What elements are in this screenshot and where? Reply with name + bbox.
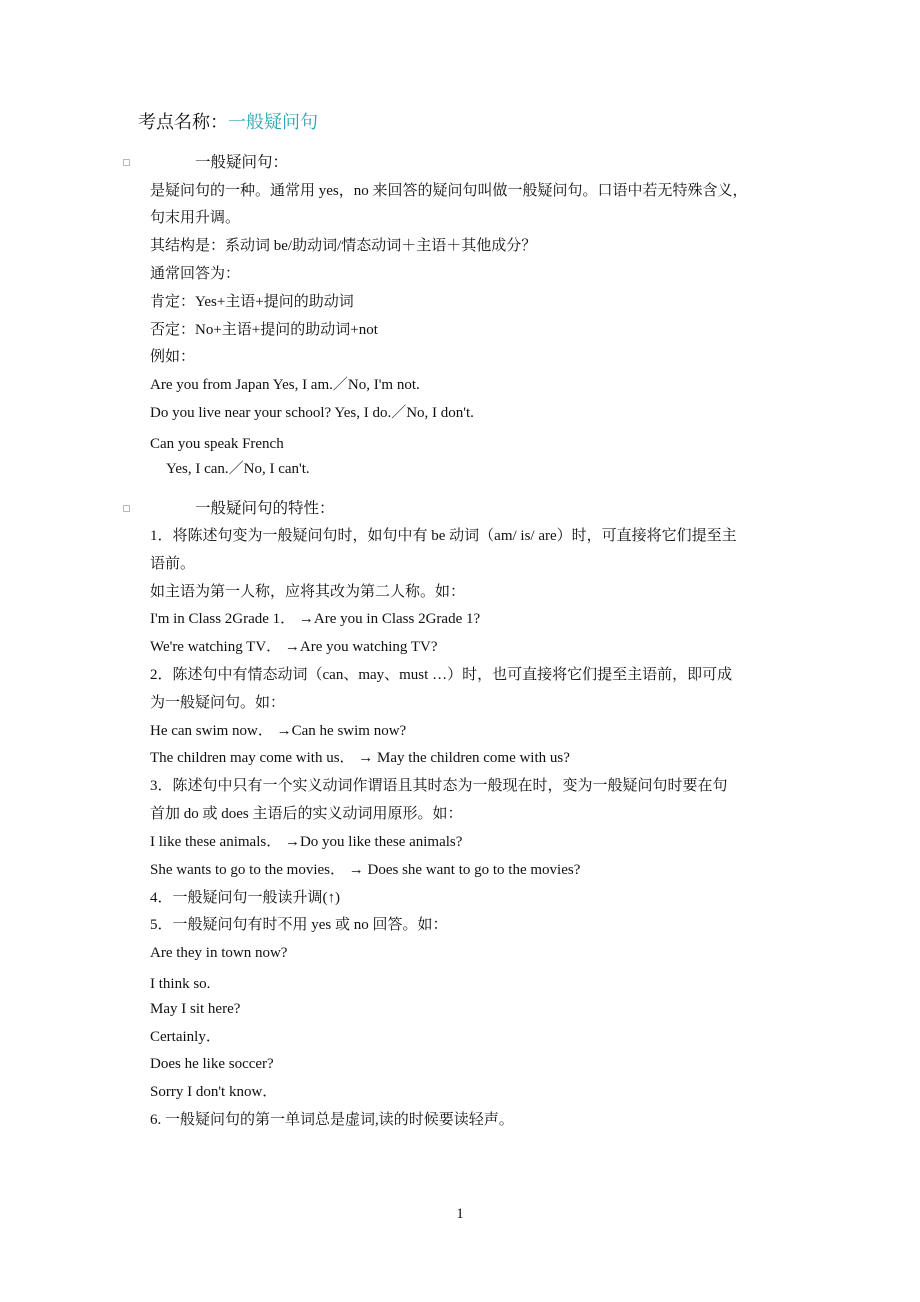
example-line: May I sit here? [150,1001,241,1017]
title-topic: 一般疑问句 [228,112,318,133]
text-line: 是疑问句的一种。通常用 yes，no 来回答的疑问句叫做一般疑问句。口语中若无特殊含义， [150,183,748,199]
page-number: 1 [456,1206,464,1222]
example-line: Yes, I can.／No, I can't. [166,461,310,477]
example-line: Do you live near your school? Yes, I do.／No, I don't. [150,405,474,421]
example-line: I'm in Class 2Grade 1． →Are you in Class 2Grade 1? [150,611,481,627]
example-line: I like these animals． →Do you like these animals? [150,834,463,850]
bullet-marker-icon [123,159,130,166]
text-line: 1．将陈述句变为一般疑问句时，如句中有 be 动词（am/ is/ are）时，可直接将它们提至主 [150,528,737,544]
text-line: 3．陈述句中只有一个实义动词作谓语且其时态为一般现在时，变为一般疑问句时要在句 [150,778,728,794]
example-line: She wants to go to the movies． → Does she want to go to the movies? [150,862,581,878]
text-line: 通常回答为： [150,266,241,282]
text-line: 4．一般疑问句一般读升调(↑) [150,890,340,906]
bullet-marker-icon [123,505,130,512]
example-line: I think so. [150,976,211,992]
example-line: The children may come with us． → May the children come with us? [150,750,570,766]
example-line: Sorry I don't know． [150,1084,278,1100]
text-line: 如主语为第一人称，应将其改为第二人称。如： [150,584,466,600]
text-line: 例如： [150,349,196,365]
title-label: 考点名称： [138,112,228,133]
example-line: We're watching TV． →Are you watching TV? [150,639,438,655]
section-heading: 一般疑问句： [195,153,289,171]
example-line: Are you from Japan Yes, I am.／No, I'm not. [150,377,420,393]
text-line: 肯定：Yes+主语+提问的助动词 [150,294,354,310]
text-line: 5．一般疑问句有时不用 yes 或 no 回答。如： [150,917,448,933]
text-line: 为一般疑问句。如： [150,695,286,711]
example-line: Does he like soccer? [150,1056,274,1072]
text-line: 首加 do 或 does 主语后的实义动词用原形。如： [150,806,463,822]
page-title [138,110,318,136]
example-line: Certainly． [150,1029,221,1045]
text-line: 否定：No+主语+提问的助动词+not [150,322,378,338]
text-line: 2．陈述句中有情态动词（can、may、must …）时，也可直接将它们提至主语前，即可成 [150,667,733,683]
example-line: Can you speak French [150,436,284,452]
section-heading: 一般疑问句的特性： [195,499,335,517]
text-line: 语前。 [150,556,196,572]
text-line: 句末用升调。 [150,210,241,226]
example-line: He can swim now． →Can he swim now? [150,723,407,739]
text-line: 其结构是：系动词 be/助动词/情态动词＋主语＋其他成分？ [150,238,537,254]
text-line: 6. 一般疑问句的第一单词总是虚词,读的时候要读轻声。 [150,1112,514,1128]
example-line: Are they in town now? [150,945,288,961]
